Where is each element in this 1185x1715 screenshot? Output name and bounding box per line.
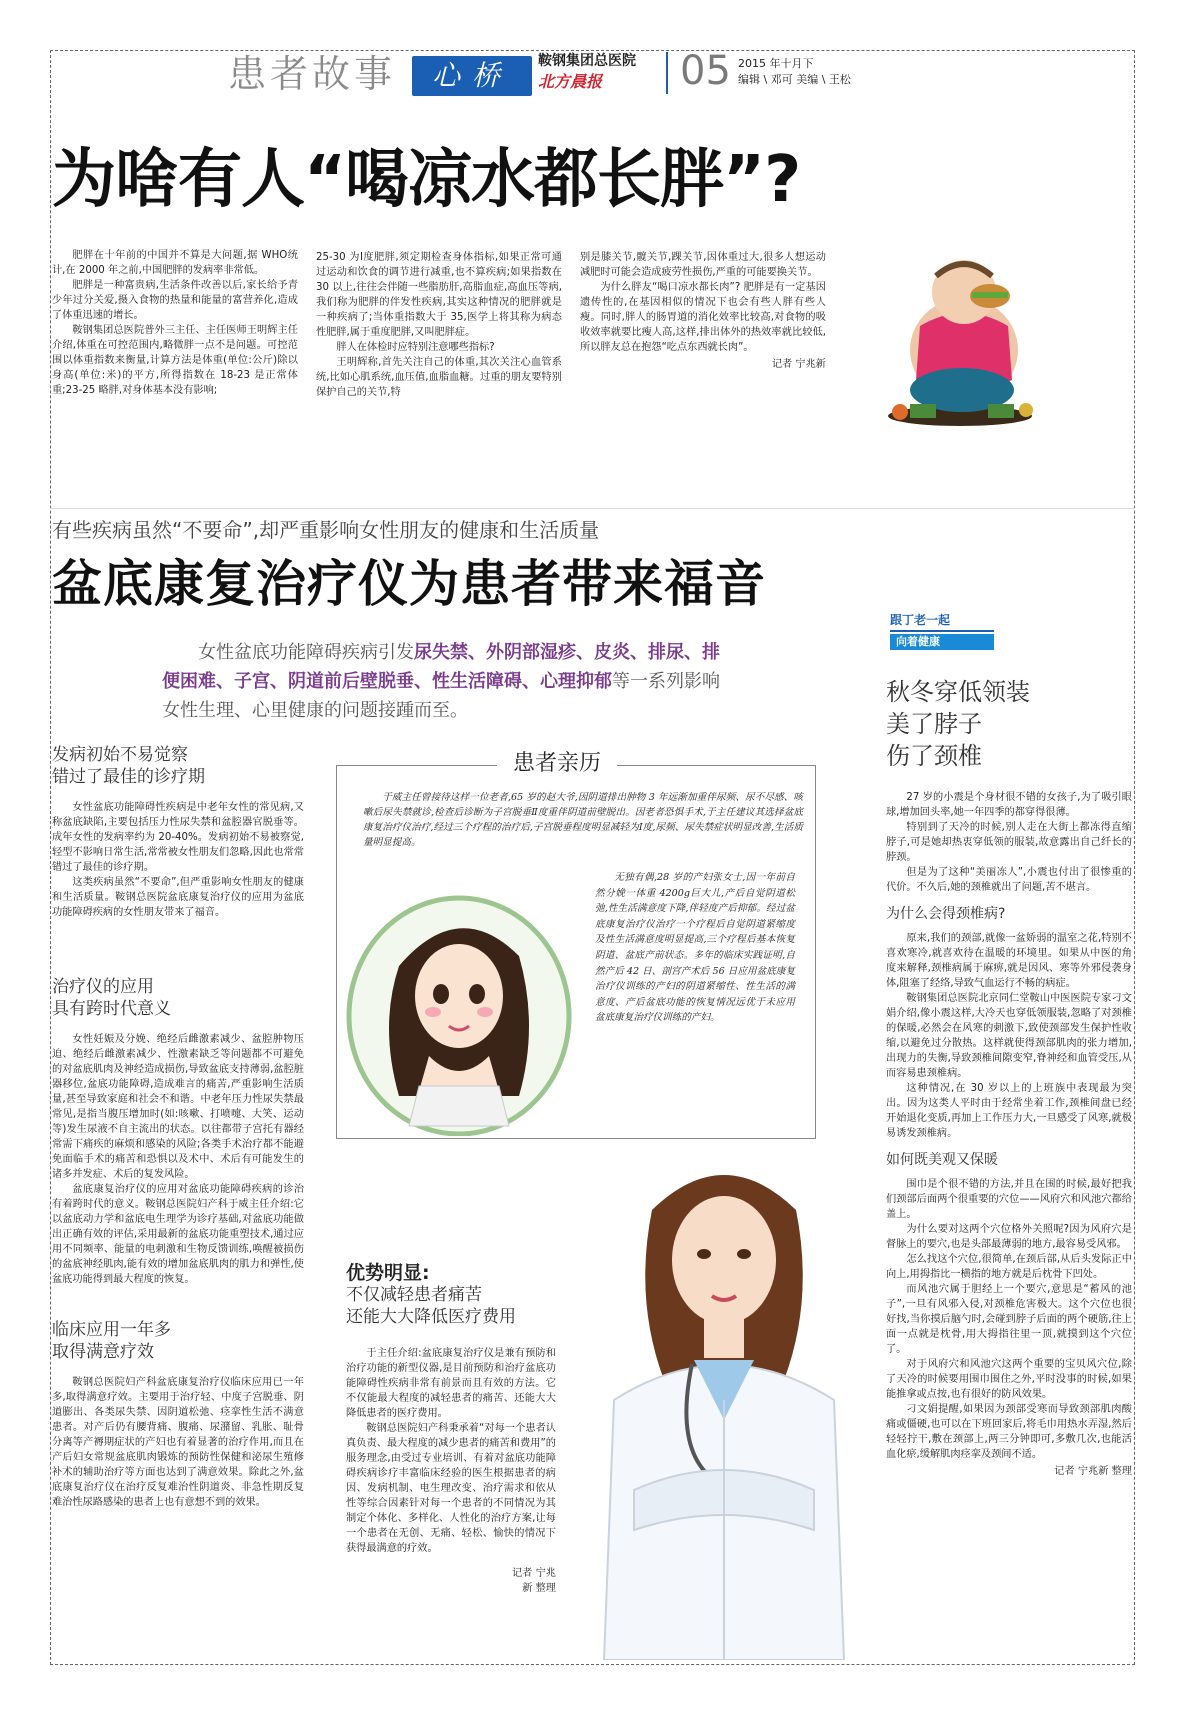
article2-title: 盆底康复治疗仪为患者带来福音: [52, 555, 766, 613]
paragraph: 鞍钢总医院妇产科秉承着“对每一个患者认真负责、最大程度的减少患者的痛苦和费用”的服务理念,由受过专业培训、有着对盆底功能障碍疾病诊疗丰富临床经验的医生根据患者的病因、发病机制、电生理改变、治疗需求和依从性等综合因素针对每一个患者的不同情况为其制定个体化、多样化、人性化的治疗方案,让每一个患者在无创、无痛、轻松、愉快的情况下获得最满意的疗效。: [346, 1423, 556, 1554]
article1-col3: [580, 250, 826, 372]
hospital-name: 鞍钢集团总医院: [538, 53, 636, 69]
byline: 新 整理: [522, 1583, 556, 1594]
article3-body: [886, 790, 1132, 1479]
editors: 编辑 \ 邓可 美编 \ 王松: [738, 73, 851, 86]
brand-logo: [412, 56, 532, 96]
section-label: 患者故事: [228, 52, 397, 96]
fat-man-illustration: [880, 240, 1040, 430]
title-line: 美了脖子: [886, 710, 982, 738]
paragraph: 怎么找这个穴位,很简单,在颈后部,从后头发际正中向上,用拇指比一横指的地方就是后枕骨下凹处。: [886, 1254, 1132, 1280]
paragraph: 这种情况,在 30 岁以上的上班族中表现最为突出。因为这类人平时由于经常坐着工作,颈椎间盘已经开始退化变质,再加上工作压力大,一旦感受了风寒,就极易诱发颈椎病。: [886, 1083, 1132, 1139]
paragraph: 王明辉称,首先关注自己的体重,其次关注心血管系统,比如心肌系统,血压值,血脂血糖。过重的朋友要特别保护自己的关节,特: [316, 357, 562, 398]
doctor-illustration: [574, 1150, 874, 1660]
paragraph: 围巾是个很不错的方法,并且在围的时候,最好把我们颈部后面两个很重要的穴位——风府穴和风池穴都给盖上。: [886, 1179, 1132, 1220]
paragraph: 原来,我们的颈部,就像一盆娇弱的温室之花,特别不喜欢寒冷,就喜欢待在温暖的环境里。如果从中医的角度来解释,颈椎病属于麻痹,就是因风、寒等外邪侵袭身体,阻塞了经络,导致气血运行不畅的病症。: [886, 933, 1132, 989]
paragraph: 25-30 为Ⅰ度肥胖,须定期检查身体指标,如果正常可通过运动和饮食的调节进行减重,也不算疾病;如果指数在 30 以上,往往会伴随一些脂肪肝,高脂血症,高血压等病,我们称为肥胖的伴发性疾病,其实这种情况的肥胖就是一种疾病了;当体重指数大于 35,医学上将其称为病态性肥胖,属于重度肥胖,又叫肥胖症。: [316, 252, 562, 338]
article3-title: [886, 676, 1030, 772]
box-paragraph: 于威主任曾接待这样一位老者,65 岁的赵大爷,因阴道排出肿物 3 年远渐加重伴尿频、尿不尽感、咳嗽后尿失禁就诊,检查后诊断为子宫脱垂Ⅱ度重伴阴道前壁脱出。因老者恐惧手术,于主任建议其选择盆底康复治疗仪治疗,经过三个疗程的治疗后,子宫脱垂程度明显减轻为Ⅰ度,尿频、尿失禁症状明显改善,生活质量明显提高。: [363, 792, 803, 848]
subheading: 取得满意疗效: [52, 1342, 154, 1362]
byline: 记者 宁兆: [512, 1568, 556, 1579]
box-paragraph: 无独有偶,28 岁的产妇张女士,因一年前自然分娩一体重 4200g巨大儿,产后自觉阴道松弛,性生活满意度下降,伴轻度产后抑郁。经过盆底康复治疗仪治疗一个疗程后自觉阴道紧缩度及性生活满意度明显提高,三个疗程后基本恢复阴道、盆底产前状态。多年的临床实践证明,自然产后 42 日、剖宫产术后 56 日应用盆底康复治疗仪训练的产妇的阴道紧缩性、性生活的满意度、产后盆底功能的恢复情况远优于未应用盆底康复治疗仪训练的产妇。: [595, 872, 795, 1024]
subheading: 治疗仪的应用: [52, 977, 154, 997]
paragraph: 于主任介绍:盆底康复治疗仪是兼有预防和治疗功能的新型仪器,是目前预防和治疗盆底功能障碍性疾病非常有前景而且有效的方法。它不仅能最大程度的减轻患者的痛苦、还能大大降低患者的医疗费用。: [346, 1348, 556, 1419]
column-badge: [890, 610, 994, 652]
paragraph: 鞍钢总医院妇产科盆底康复治疗仪临床应用已一年多,取得满意疗效。主要用于治疗轻、中度子宫脱垂、阴道膨出、各类尿失禁、因阴道松弛、痉挛性生活不满意患者。对产后仍有腰背痛、腹痛、尿潴留、乳胀、耻骨分离等产褥期症状的产妇也有着显著的治疗作用,而且在产后妇女常规盆底肌肉锻炼的预防性保健和泌尿生殖修补术的辅助治疗等方面也达到了满意效果。除此之外,盆底康复治疗仪在治疗反复难治性阴道炎、非急性期反复难治性尿路感染的患者上也有意想不到的效果。: [52, 1377, 304, 1508]
subheading: 优势明显:: [346, 1262, 430, 1284]
lead-text: 女性盆底功能障碍疾病引发: [198, 642, 414, 663]
woman-mirror-illustration: [339, 886, 589, 1136]
lead-highlight: 抑郁: [576, 671, 612, 692]
subheading: 发病初始不易觉察: [52, 745, 188, 765]
article2-kicker: 有些疾病虽然“不要命”,却严重影响女性朋友的健康和生活质量: [52, 518, 600, 542]
byline: 记者 宁兆新 整理: [1054, 1466, 1132, 1477]
lead-text: 等一系列影响女性生理、心里健康的问题接踵而至。: [162, 671, 720, 721]
patient-story-box: [336, 751, 816, 1139]
paragraph: 鞍钢集团总医院北京同仁堂鞍山中医医院专家刁文娟介绍,像小震这样,大冷天也穿低领服装,忽略了对颈椎的保暖,必然会在风寒的刺激下,致使颈部发生保护性收缩,以避免过分散热。这样就使得颈部肌肉的张力增加,出现力的失衡,导致颈椎间隙变窄,脊神经和血管受压,从而容易患颈椎病。: [886, 993, 1132, 1079]
lead-highlight: 排尿、排便困难、子宫、阴道前后壁脱垂、性生活障碍、心理: [162, 642, 720, 692]
article2-lead: [162, 638, 722, 725]
page-number: 05: [680, 48, 731, 94]
box-title: 患者亲历: [497, 744, 617, 784]
byline: 记者 宁兆新: [771, 359, 826, 370]
title-line: 伤了颈椎: [886, 742, 982, 770]
logo-text: 心桥: [431, 59, 512, 92]
newspaper-name: 北方晨报: [538, 72, 603, 91]
lead-highlight: 尿失禁、外阴部湿疹、皮炎、: [414, 642, 648, 663]
paragraph: 为什么要对这两个穴位格外关照呢?因为风府穴是督脉上的要穴,也是头部最薄弱的地方,最容易受风邪。: [886, 1224, 1132, 1250]
subheading: 错过了最佳的诊疗期: [52, 767, 205, 787]
article1-col2: [316, 250, 562, 400]
paragraph: 肥胖是一种富贵病,生活条件改善以后,家长给予青少年过分关爱,摄入食物的热量和能量的富营养化,造成了体重迅速的增长。: [52, 280, 298, 321]
issue-date: 2015 年十月下: [738, 57, 814, 70]
paragraph: 鞍钢集团总医院普外三主任、主任医师王明辉主任介绍,体重在可控范围内,略微胖一点不是问题。可控范围以体重指数来衡量,计算方法是体重(单位:公斤)除以身高(单位:米)的平方,所得指数在 18-23 是正常体重;23-25 略胖,对身体基本没有影响;: [52, 325, 298, 396]
paragraph: 女性盆底功能障碍性疾病是中老年女性的常见病,又称盆底缺陷,主要包括压力性尿失禁和盆腔器官脱垂等。成年女性的发病率约为 20-40%。发病初始不易被察觉,轻型不影响日常生活,常常被女性朋友们忽略,因此也常常错过了最佳的诊疗期。: [52, 802, 304, 873]
paragraph: 胖人在体检时应特别注意哪些指标?: [336, 342, 495, 353]
badge-top: 跟丁老一起: [890, 610, 994, 632]
paragraph: 盆底康复治疗仪的应用对盆底功能障碍疾病的诊治有着跨时代的意义。鞍钢总医院妇产科于威主任介绍:它以盆底动力学和盆底电生理学为诊疗基础,对盆底功能做出正确有效的评估,采用最新的盆底功能重塑技术,通过应用不同频率、能量的电刺激和生物反馈训练,唤醒被损伤的盆底神经肌肉,能有效的增加盆底肌肉的肌力和弹性,使盆底功能得到最大程度的恢复。: [52, 1184, 304, 1285]
paragraph: 这类疾病虽然“不要命”,但严重影响女性朋友的健康和生活质量。鞍钢总医院盆底康复治疗仪的应用为盆底功能障碍疾病的女性朋友带来了福音。: [52, 877, 304, 918]
paragraph: 别是膝关节,髋关节,踝关节,因体重过大,很多人想运动减肥时可能会造成疲劳性损伤,严重的可能要换关节。: [580, 252, 826, 278]
paragraph: 27 岁的小震是个身材很不错的女孩子,为了吸引眼球,增加回头率,她一年四季的都穿得很薄。: [886, 792, 1132, 818]
paragraph: 特别到了天冷的时候,别人走在大街上都冻得直缩脖子,可是她却热衷穿低领的服装,故意露出自己纤长的脖颈。: [886, 822, 1132, 863]
paragraph: 为什么胖友“喝口凉水都长肉”? 肥胖是有一定基因遗传性的,在基因相似的情况下也会有些人胖有些人瘦。同时,胖人的肠胃道的消化效率比较高,对食物的吸收效率就要比瘦人高,这样,排出体外的热效率就比较低,所以胖友总在抱怨“吃点东西就长肉”。: [580, 282, 826, 353]
paragraph: 刁文娟提醒,如果因为颈部受寒而导致颈部肌肉酸痛或僵硬,也可以在下班回家后,将毛巾用热水弄湿,然后轻轻拧干,敷在颈部上,两三分钟即可,多敷几次,也能活血化瘀,缓解肌肉痉挛及颈间不适。: [886, 1404, 1132, 1460]
badge-bottom: 向着健康: [890, 634, 994, 650]
title-line: 秋冬穿低领装: [886, 678, 1030, 706]
subheading: 如何既美观又保暖: [886, 1152, 998, 1168]
subheading: 还能大大降低医疗费用: [346, 1307, 516, 1327]
divider: [50, 508, 1135, 509]
paragraph: 但是为了这种“美丽冻人”,小震也付出了很惨重的代价。不久后,她的颈椎就出了问题,苦不堪言。: [886, 867, 1132, 893]
paragraph: 女性妊娠及分娩、绝经后雌激素减少、盆腔肿物压迫、绝经后雌激素减少、性激素缺乏等问题都不可避免的对盆底肌肉及神经造成损伤,导致盆底支持薄弱,盆腔脏器移位,盆底功能障碍,造成难言的痛苦,严重影响生活质量,甚至导致家庭和社会不和谐。中老年压力性尿失禁最常见,是指当腹压增加时(如:咳嗽、打喷嚏、大笑、运动等)发生尿液不自主流出的状态。以往都带子宫托有器经常需下痛疾的麻烦和感染的风险;各类手术治疗都不能避免面临手术的痛苦和恐惧以及术中、术后有可能发生的诸多并发症、术后的复发风险。: [52, 1034, 304, 1180]
paragraph: 对于风府穴和风池穴这两个重要的宝贝风穴位,除了天冷的时候要用围巾围住之外,平时没事的时候,如果能推拿或点按,也有很好的防风效果。: [886, 1359, 1132, 1400]
subheading: 不仅减轻患者痛苦: [346, 1285, 482, 1305]
article1-title: 为啥有人“喝凉水都长胖”?: [52, 143, 801, 217]
subheading: 为什么会得颈椎病?: [886, 906, 1006, 922]
article1-col1: [52, 248, 298, 398]
advantage-section: [346, 1262, 556, 1596]
paragraph: 肥胖在十年前的中国并不算是大问题,据 WHO统计,在 2000 年之前,中国肥胖的发病率非常低。: [52, 250, 298, 276]
article2-col-left: [52, 744, 304, 1510]
subheading: 临床应用一年多: [52, 1320, 171, 1340]
paragraph: 而风池穴属于胆经上一个要穴,意思是“蓄风的池子”,一旦有风邪入侵,对颈椎危害极大。这个穴位也很好找,当你摸后脑勺时,会碰到脖子后面的两个硬筋,往上面一点就是枕骨,用大拇指往里一顶,就摸到这个穴位了。: [886, 1284, 1132, 1355]
subheading: 具有跨时代意义: [52, 999, 171, 1019]
header-divider: [666, 52, 668, 94]
